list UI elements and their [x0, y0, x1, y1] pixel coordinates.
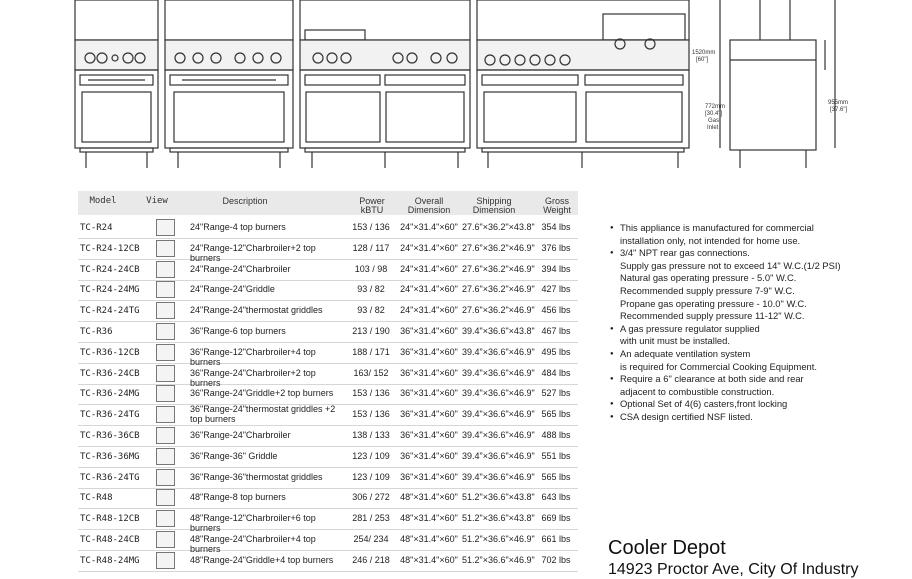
side-view-drawing: [720, 0, 835, 168]
dim-gas-l3: Gas: [708, 118, 720, 124]
note-continuation: Recommended supply pressure 7-9" W.C.: [620, 284, 795, 296]
overall-dimension-cell: 24"×31.4"×60": [400, 305, 458, 316]
overall-dimension-cell: 36"×31.4"×60": [400, 326, 458, 336]
bullet-icon: ●: [610, 413, 614, 420]
description-cell: 24"Range-24"Griddle: [190, 284, 275, 295]
description-cell: 24"Range-4 top burners: [190, 222, 286, 232]
description-cell: 24"Range-12"Charbroiler+2 top burners: [190, 242, 316, 263]
description-cell: 36"Range-6 top burners: [190, 326, 286, 336]
description-cell: 48"Range-8 top burners: [190, 492, 286, 503]
power-cell: 123 / 109: [352, 471, 390, 482]
power-cell: 138 / 133: [352, 430, 390, 440]
model-cell: TC-R36-24CB: [80, 368, 140, 379]
company-name: Cooler Depot: [608, 537, 726, 559]
range-thumbnail-icon: [156, 406, 175, 423]
model-cell: TC-R36: [80, 327, 113, 337]
model-cell: TC-R48-24CB: [80, 535, 140, 545]
bullet-icon: ●: [610, 350, 614, 357]
model-cell: TC-R48-12CB: [80, 514, 140, 525]
note-text: An adequate ventilation system: [620, 347, 751, 359]
range-thumbnail-icon: [156, 281, 175, 298]
note-item: [610, 247, 910, 323]
header-gross-l1: Gross: [544, 196, 569, 206]
dim-depth-l2: [37.6"]: [830, 107, 848, 113]
range-24-drawing: [75, 0, 158, 168]
overall-dimension-cell: 48"×31.4"×60": [400, 534, 458, 544]
dim-gas-l1: 772mm: [705, 104, 726, 110]
range-thumbnail-icon: [156, 510, 175, 527]
table-row: [78, 217, 578, 239]
model-cell: TC-R24-24TG: [80, 306, 140, 317]
model-cell: TC-R36-24TG: [80, 472, 140, 483]
shipping-dimension-cell: 39.4"×36.6"×46.9": [462, 346, 535, 357]
header-overall-l1: Overall: [414, 196, 444, 206]
range-thumbnail-icon: [156, 448, 175, 465]
overall-dimension-cell: 24"×31.4"×60": [400, 242, 458, 253]
power-cell: 254/ 234: [353, 534, 389, 544]
shipping-dimension-cell: 39.4"×36.6"×46.9": [462, 430, 535, 440]
gross-weight-cell: 565 lbs: [541, 409, 571, 420]
table-row: [78, 467, 578, 489]
table-row: [78, 342, 578, 367]
header-model: Model: [89, 196, 117, 206]
table-row: [78, 425, 578, 447]
shipping-dimension-cell: 27.6"×36.2"×46.9": [462, 263, 535, 274]
shipping-dimension-cell: 51.2"×36.6"×43.8": [462, 513, 535, 524]
table-row: [78, 446, 578, 468]
range-thumbnail-icon: [156, 323, 175, 340]
overall-dimension-cell: 36"×31.4"×60": [400, 430, 458, 440]
overall-dimension-cell: 48"×31.4"×60": [400, 554, 458, 565]
shipping-dimension-cell: 51.2"×36.6"×46.9": [462, 534, 535, 544]
model-cell: TC-R36-36MG: [80, 451, 140, 462]
description-cell: 24"Range-24"thermostat griddles: [190, 305, 323, 316]
table-row: [78, 550, 578, 572]
range-thumbnail-icon: [156, 531, 175, 548]
table-row: [78, 238, 578, 263]
note-text: Optional Set of 4(6) casters,front locking: [620, 398, 788, 410]
note-item: [610, 222, 910, 247]
range-thumbnail-icon: [156, 469, 175, 486]
header-shipping-l1: Shipping: [476, 196, 512, 206]
power-cell: 163/ 152: [353, 367, 389, 378]
model-cell: TC-R24: [80, 223, 113, 233]
note-item: [610, 411, 910, 424]
table-row: [78, 383, 578, 405]
shipping-dimension-cell: 39.4"×36.6"×46.9": [462, 409, 535, 420]
power-cell: 128 / 117: [352, 242, 390, 253]
description-cell: 36"Range-36" Griddle: [190, 450, 278, 461]
note-continuation: with unit must be installed.: [620, 335, 730, 347]
note-continuation: Supply gas pressure not to exceed 14" W.C.(1/2 PSI): [620, 259, 841, 271]
range-thumbnail-icon: [156, 427, 175, 444]
description-cell: 48"Range-12"Charbroiler+6 top burners: [190, 513, 316, 534]
shipping-dimension-cell: 39.4"×36.6"×46.9": [462, 471, 535, 482]
note-item: [610, 398, 910, 411]
shipping-dimension-cell: 27.6"×36.2"×46.9": [462, 305, 535, 316]
power-cell: 123 / 109: [352, 450, 390, 461]
note-continuation: installation only, not intended for home use.: [620, 234, 801, 246]
header-gross-l2: Weight: [543, 205, 571, 215]
gross-weight-cell: 661 lbs: [541, 534, 571, 544]
overall-dimension-cell: 36"×31.4"×60": [400, 409, 458, 420]
gross-weight-cell: 456 lbs: [541, 305, 571, 316]
note-text: This appliance is manufactured for commercial: [620, 222, 814, 233]
dim-height-l1: 1520mm: [692, 50, 716, 56]
gross-weight-cell: 394 lbs: [541, 263, 571, 274]
dim-height-l2: [60"]: [696, 57, 709, 63]
bullet-icon: ●: [610, 225, 614, 231]
model-cell: TC-R24-24CB: [80, 264, 140, 275]
description-cell: 36"Range-24"Charbroiler: [190, 430, 291, 440]
model-cell: TC-R36-36CB: [80, 431, 140, 441]
range-thumbnail-icon: [156, 344, 175, 361]
range-thumbnail-icon: [156, 489, 175, 506]
note-item: [610, 373, 910, 398]
header-power-l1: Power: [359, 196, 385, 206]
dim-depth-l1: 955mm: [828, 100, 849, 106]
model-cell: TC-R48-24MG: [80, 555, 140, 566]
description-cell: 36"Range-24"thermostat griddles +2 top burners: [190, 404, 336, 425]
note-item: [610, 348, 910, 373]
note-text: A gas pressure regulator supplied: [620, 322, 760, 334]
range-thumbnail-icon: [156, 219, 175, 236]
range-thumbnail-icon: [156, 365, 175, 382]
gross-weight-cell: 551 lbs: [541, 450, 571, 461]
header-power-l2: kBTU: [360, 205, 384, 215]
gross-weight-cell: 467 lbs: [541, 326, 571, 336]
range-thumbnail-icon: [156, 240, 175, 257]
bullet-icon: ●: [610, 325, 614, 332]
note-text: CSA design certified NSF listed.: [620, 410, 753, 422]
gross-weight-cell: 643 lbs: [541, 492, 571, 503]
dim-gas-l2: [30.4"]: [705, 111, 723, 117]
model-cell: TC-R24-12CB: [80, 243, 140, 254]
range-thumbnail-icon: [156, 261, 175, 278]
note-text: Require a 6" clearance at both side and rear: [620, 373, 804, 385]
company-address: 14923 Proctor Ave, City Of Industry: [608, 561, 859, 578]
description-cell: 24"Range-24"Charbroiler: [190, 263, 291, 274]
bullet-icon: ●: [610, 401, 614, 408]
power-cell: 306 / 272: [352, 492, 390, 503]
model-cell: TC-R24-24MG: [80, 285, 140, 296]
table-row: [78, 404, 578, 426]
description-cell: 36"Range-36"thermostat griddles: [190, 471, 323, 482]
overall-dimension-cell: 24"×31.4"×60": [400, 263, 458, 274]
note-text: 3/4" NPT rear gas connections.: [620, 247, 750, 259]
power-cell: 93 / 82: [357, 284, 385, 295]
shipping-dimension-cell: 27.6"×36.2"×46.9": [462, 242, 535, 253]
model-cell: TC-R36-12CB: [80, 347, 140, 358]
header-description: Description: [222, 196, 268, 206]
gross-weight-cell: 495 lbs: [541, 346, 571, 357]
range-thumbnail-icon: [156, 385, 175, 402]
note-continuation: Natural gas operating pressure - 5.0" W.C.: [620, 272, 797, 284]
model-cell: TC-R36-24MG: [80, 389, 140, 400]
overall-dimension-cell: 24"×31.4"×60": [400, 222, 458, 232]
description-cell: 36"Range-24"Charbroiler+2 top burners: [190, 367, 316, 388]
power-cell: 153 / 136: [352, 409, 390, 420]
range-drawings: [0, 0, 912, 180]
range-48-griddle-drawing: [300, 0, 470, 168]
table-row: [78, 508, 578, 534]
model-cell: TC-R36-24TG: [80, 410, 140, 421]
shipping-dimension-cell: 39.4"×36.6"×43.8": [462, 326, 535, 336]
range-36-charbroiler-drawing: [165, 0, 293, 168]
header-shipping-l2: Dimension: [472, 205, 516, 215]
description-cell: 48"Range-24"Griddle+4 top burners: [190, 554, 334, 565]
table-row: [78, 321, 578, 343]
bullet-icon: ●: [610, 250, 614, 257]
power-cell: 188 / 171: [352, 346, 390, 357]
bullet-icon: ●: [610, 376, 614, 383]
table-row: [78, 259, 578, 281]
note-continuation: is required for Commercial Cooking Equipment.: [620, 360, 817, 372]
overall-dimension-cell: 48"×31.4"×60": [400, 513, 458, 524]
shipping-dimension-cell: 27.6"×36.2"×43.8": [462, 222, 535, 232]
overall-dimension-cell: 24"×31.4"×60": [400, 284, 458, 295]
shipping-dimension-cell: 51.2"×36.6"×43.8": [462, 492, 535, 503]
shipping-dimension-cell: 39.4"×36.6"×46.9": [462, 367, 535, 378]
header-overall-l2: Dimension: [407, 205, 451, 215]
description-cell: 48"Range-24"Charbroiler+4 top burners: [190, 534, 316, 554]
note-continuation: Recommended supply pressure 11-12" W.C.: [620, 310, 805, 322]
overall-dimension-cell: 36"×31.4"×60": [400, 450, 458, 461]
description-cell: 36"Range-12"Charbroiler+4 top burners: [190, 346, 316, 367]
power-cell: 246 / 218: [352, 554, 390, 565]
note-continuation: Propane gas operating pressure - 10.0" W.C.: [620, 297, 807, 309]
range-thumbnail-icon: [156, 552, 175, 569]
gross-weight-cell: 484 lbs: [541, 367, 571, 378]
shipping-dimension-cell: 27.6"×36.2"×46.9": [462, 284, 535, 295]
note-continuation: adjacent to combustible construction.: [620, 385, 775, 397]
table-row: [78, 279, 578, 301]
power-cell: 281 / 253: [352, 513, 390, 524]
table-row: [78, 363, 578, 388]
shipping-dimension-cell: 39.4"×36.6"×46.9": [462, 388, 535, 399]
gross-weight-cell: 702 lbs: [541, 554, 571, 565]
note-item: [610, 323, 910, 348]
gross-weight-cell: 354 lbs: [541, 222, 571, 232]
gross-weight-cell: 669 lbs: [541, 513, 571, 524]
overall-dimension-cell: 36"×31.4"×60": [400, 471, 458, 482]
overall-dimension-cell: 36"×31.4"×60": [400, 367, 458, 378]
description-cell: 36"Range-24"Griddle+2 top burners: [190, 388, 334, 399]
gross-weight-cell: 376 lbs: [541, 242, 571, 253]
table-row: [78, 300, 578, 322]
gross-weight-cell: 527 lbs: [541, 388, 571, 399]
header-view: View: [146, 196, 168, 206]
power-cell: 93 / 82: [357, 305, 385, 316]
power-cell: 103 / 98: [354, 263, 388, 274]
overall-dimension-cell: 36"×31.4"×60": [400, 388, 458, 399]
table-row: [78, 487, 578, 509]
table-row: [78, 529, 578, 554]
gross-weight-cell: 427 lbs: [541, 284, 571, 295]
overall-dimension-cell: 48"×31.4"×60": [400, 492, 458, 503]
shipping-dimension-cell: 51.2"×36.6"×46.9": [462, 554, 535, 565]
gross-weight-cell: 488 lbs: [541, 430, 571, 440]
range-60-drawing: [477, 0, 689, 168]
dim-gas-l4: Inlet: [707, 125, 719, 131]
range-thumbnail-icon: [156, 302, 175, 319]
overall-dimension-cell: 36"×31.4"×60": [400, 346, 458, 357]
model-cell: TC-R48: [80, 493, 113, 504]
power-cell: 153 / 136: [352, 388, 390, 399]
power-cell: 153 / 136: [352, 222, 390, 232]
shipping-dimension-cell: 39.4"×36.6"×46.9": [462, 450, 535, 461]
gross-weight-cell: 565 lbs: [541, 471, 571, 482]
power-cell: 213 / 190: [352, 326, 390, 336]
notes-list: [610, 222, 910, 424]
